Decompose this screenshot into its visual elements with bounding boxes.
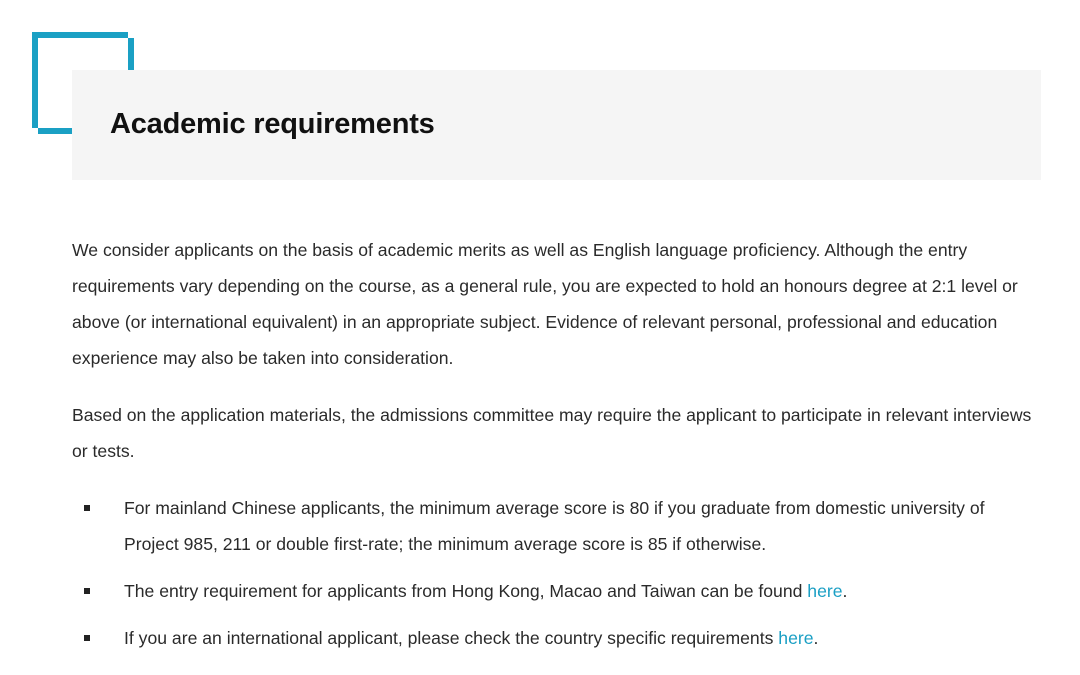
section-header (72, 70, 1041, 180)
list-item (72, 490, 1044, 562)
square-bullet-icon (84, 505, 90, 511)
square-bullet-icon (84, 588, 90, 594)
requirements-list (72, 490, 1044, 656)
list-item (72, 573, 1044, 609)
hk-macao-taiwan-requirements-link[interactable]: here (807, 581, 843, 601)
list-item-punctuation: . (813, 628, 819, 648)
admissions-paragraph: Based on the application materials, the admissions committee may require the applicant to participate in relevant interviews or tests. (72, 405, 1032, 461)
country-requirements-link[interactable]: here (778, 628, 814, 648)
page-title: Academic requirements (110, 108, 435, 140)
list-item-text: The entry requirement for applicants from Hong Kong, Macao and Taiwan can be found (124, 581, 808, 601)
list-item-punctuation: . (842, 581, 848, 601)
list-item-text: For mainland Chinese applicants, the minimum average score is 80 if you graduate from domestic university of Project 985, 211 or double first-rate; the minimum average score is 85 if otherwise. (124, 498, 985, 554)
content-body (72, 232, 1044, 667)
list-item (72, 620, 1044, 656)
square-bullet-icon (84, 635, 90, 641)
list-item-text: If you are an international applicant, please check the country specific requirements (124, 628, 779, 648)
intro-paragraph: We consider applicants on the basis of academic merits as well as English language proficiency. Although the entry requirements vary depending on the course, as a general rule, you are expected to hold an honours degree at 2:1 level or above (or international equivalent) in an appropriate subject. Evidence of relevant personal, professional and education experience may also be taken into consideration. (72, 240, 1018, 368)
